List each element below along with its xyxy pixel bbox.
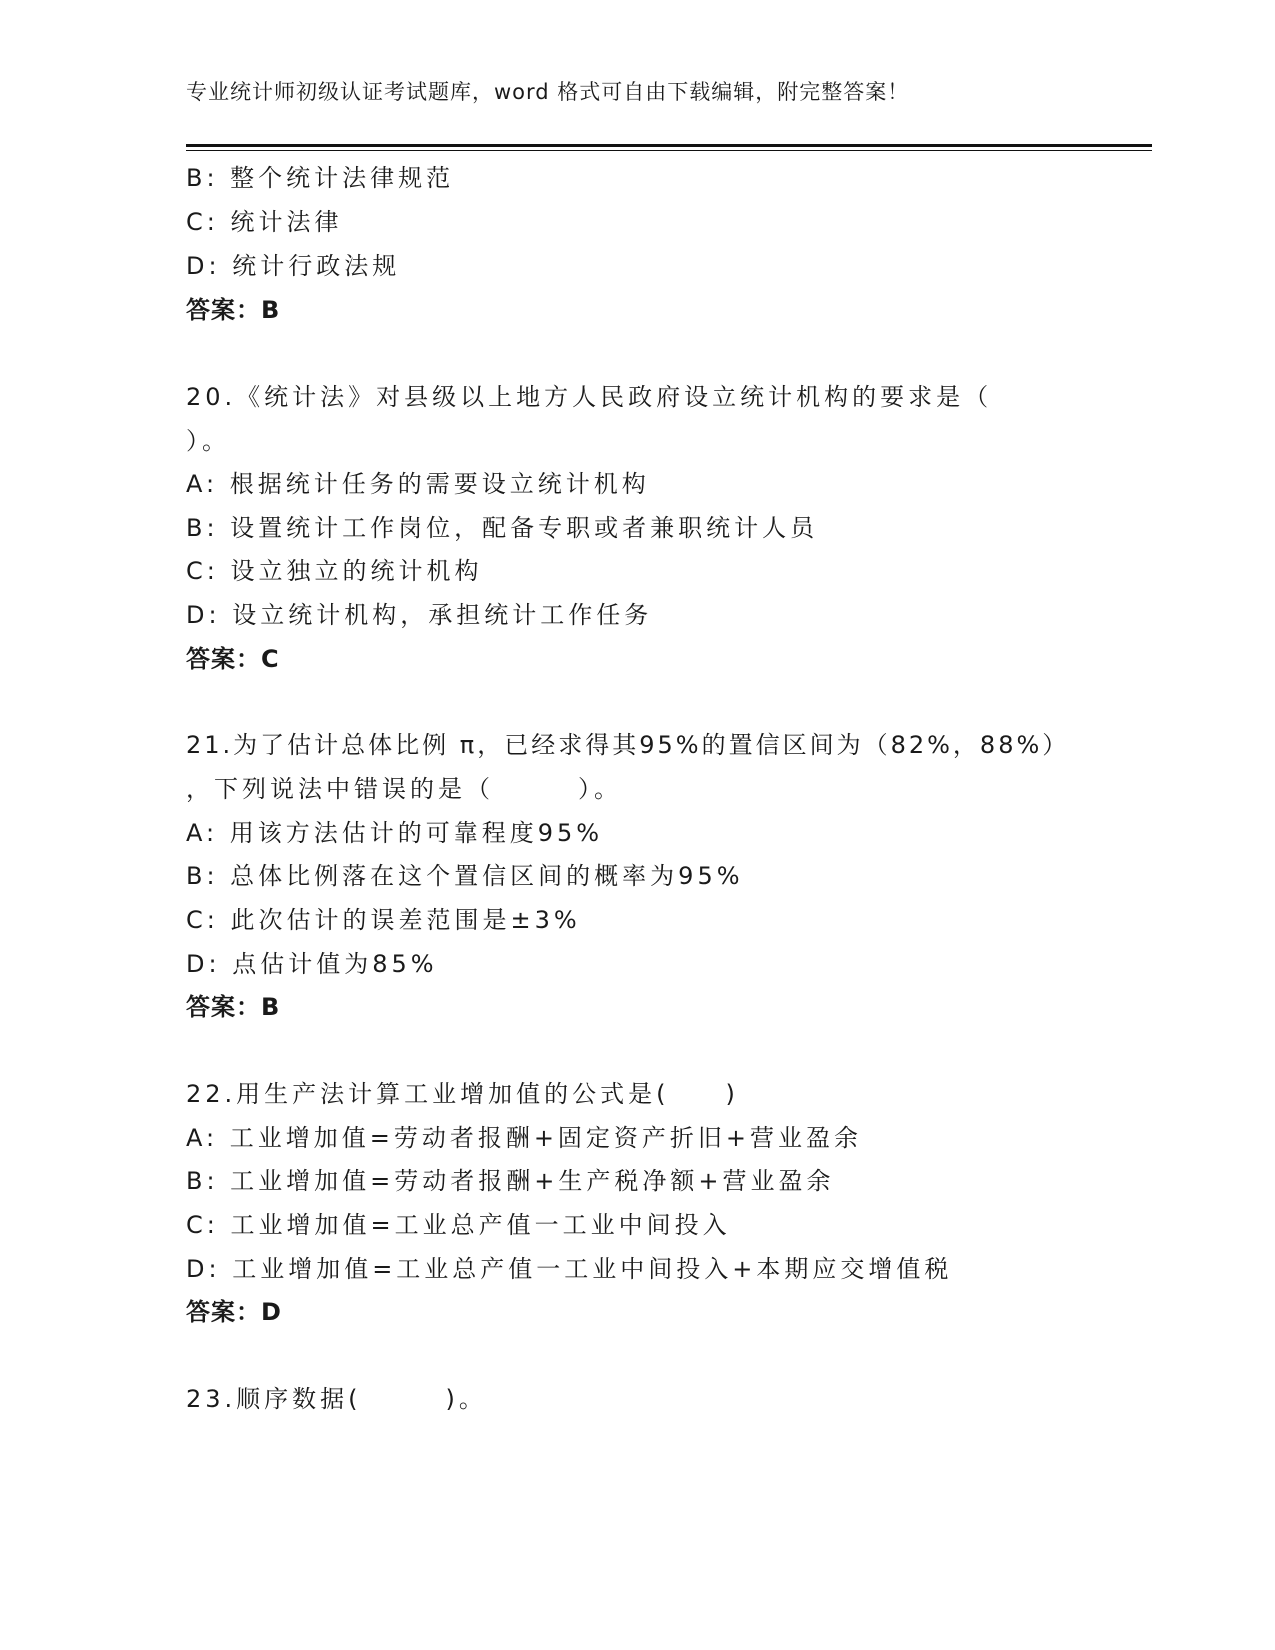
q19-option-d: D: 统计行政法规 — [186, 252, 401, 280]
q21-stem-line2: ，下列说法中错误的是（ ）。 — [186, 775, 622, 803]
header-divider-thick — [186, 144, 1152, 147]
q22-option-d: D: 工业增加值=工业总产值一工业中间投入+本期应交增值税 — [186, 1255, 953, 1283]
q22-stem-line1: 22.用生产法计算工业增加值的公式是( ) — [186, 1080, 739, 1108]
q20-stem-line2: ）。 — [186, 427, 230, 455]
q21-option-b: B: 总体比例落在这个置信区间的概率为95% — [186, 862, 744, 890]
q19-answer: 答案：B — [186, 296, 281, 324]
q21-answer: 答案：B — [186, 993, 281, 1021]
q19-option-c: C: 统计法律 — [186, 208, 343, 236]
q20-answer: 答案：C — [186, 645, 280, 673]
q20-option-d: D: 设立统计机构，承担统计工作任务 — [186, 601, 653, 629]
q21-stem-line1: 21.为了估计总体比例 π，已经求得其95%的置信区间为（82%，88%） — [186, 731, 1070, 759]
page-header: 专业统计师初级认证考试题库，word 格式可自由下载编辑，附完整答案！ — [186, 80, 910, 104]
q21-option-d: D: 点估计值为85% — [186, 950, 438, 978]
q21-option-a: A: 用该方法估计的可靠程度95% — [186, 819, 604, 847]
q20-stem-line1: 20.《统计法》对县级以上地方人民政府设立统计机构的要求是（ — [186, 383, 993, 411]
q20-option-b: B: 设置统计工作岗位，配备专职或者兼职统计人员 — [186, 514, 819, 542]
q23-stem-line1: 23.顺序数据( )。 — [186, 1385, 487, 1413]
q20-option-a: A: 根据统计任务的需要设立统计机构 — [186, 470, 650, 498]
q22-answer: 答案：D — [186, 1298, 282, 1326]
q22-option-c: C: 工业增加值=工业总产值一工业中间投入 — [186, 1211, 731, 1239]
q21-option-c: C: 此次估计的误差范围是±3% — [186, 906, 581, 934]
q22-option-a: A: 工业增加值=劳动者报酬+固定资产折旧+营业盈余 — [186, 1124, 863, 1152]
header-divider-thin — [186, 150, 1152, 151]
q19-option-b: B: 整个统计法律规范 — [186, 164, 455, 192]
q20-option-c: C: 设立独立的统计机构 — [186, 557, 483, 585]
q22-option-b: B: 工业增加值=劳动者报酬+生产税净额+营业盈余 — [186, 1167, 835, 1195]
